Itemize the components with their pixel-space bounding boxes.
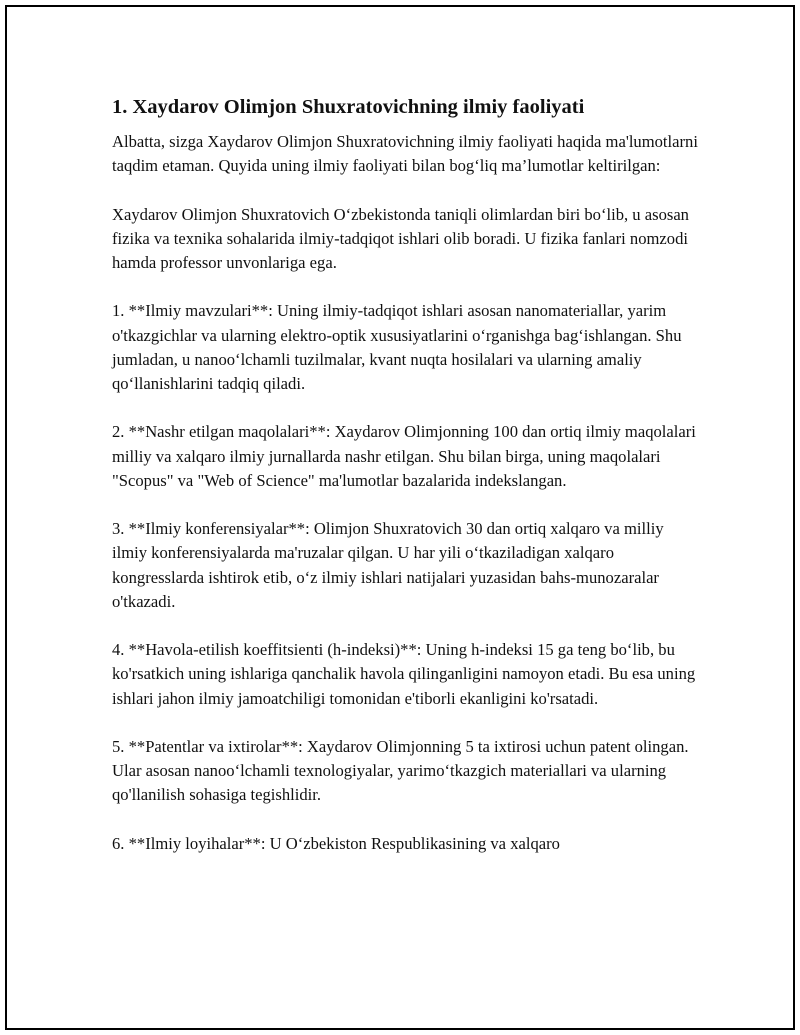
- item-research-topics: 1. **Ilmiy mavzulari**: Uning ilmiy-tadqiqot ishlari asosan nanomateriallar, yarim o'tkazgichlar va ularning elektro-optik xususiyatlarini o‘rganishga bag‘ishlangan. Shu jumladan, u nanoo‘lchamli tuzilmalar, kvant nuqta hosilalari va ularning amaliy qo‘llanishlarini tadqiq qiladi.: [112, 301, 682, 393]
- intro-paragraph: Albatta, sizga Xaydarov Olimjon Shuxratovichning ilmiy faoliyati haqida ma'lumotlarni taqdim etaman. Quyida uning ilmiy faoliyati bilan bog‘liq ma’lumotlar keltirilgan:: [112, 132, 698, 176]
- document-body: [112, 94, 702, 880]
- item-publications: 2. **Nashr etilgan maqolalari**: Xaydarov Olimjonning 100 dan ortiq ilmiy maqolalari milliy va xalqaro ilmiy jurnallarda nashr etilgan. Shu bilan birga, uning maqolalari "Scopus" va "Web of Science" ma'lumotlar bazalarida indekslangan.: [112, 422, 696, 490]
- bio-paragraph: Xaydarov Olimjon Shuxratovich O‘zbekistonda taniqli olimlardan biri bo‘lib, u asosan fizika va texnika sohalarida ilmiy-tadqiqot ishlari olib boradi. U fizika fanlari nomzodi hamda professor unvonlariga ega.: [112, 204, 689, 272]
- item-h-index: 4. **Havola-etilish koeffitsienti (h-indeksi)**: Uning h-indeksi 15 ga teng bo‘lib, bu ko'rsatkich uning ishlariga qanchalik havola qilinganligini namoyon etadi. Bu esa uning ishlari jahon ilmiy jamoatchiligi tomonidan e'tiborli ekanligini ko'rsatadi.: [112, 640, 696, 708]
- item-conferences: 3. **Ilmiy konferensiyalar**: Olimjon Shuxratovich 30 dan ortiq xalqaro va milliy ilmiy konferensiyalarda ma'ruzalar qilgan. U har yili o‘tkaziladigan xalqaro kongresslarda ishtirok etib, o‘z ilmiy ishlari natijalari yuzasidan bahs-munozaralar o'tkazadi.: [112, 519, 664, 611]
- item-research-projects: 6. **Ilmiy loyihalar**: U O‘zbekiston Respublikasining va xalqaro: [112, 833, 560, 853]
- item-patents: 5. **Patentlar va ixtirolar**: Xaydarov Olimjonning 5 ta ixtirosi uchun patent olingan. Ular asosan nanoo‘lchamli texnologiyalar, yarimo‘tkazgich materiallari va ularning qo'llanilish sohasiga tegishlidir.: [112, 736, 689, 805]
- document-title: 1. Xaydarov Olimjon Shuxratovichning ilmiy faoliyati: [112, 96, 585, 118]
